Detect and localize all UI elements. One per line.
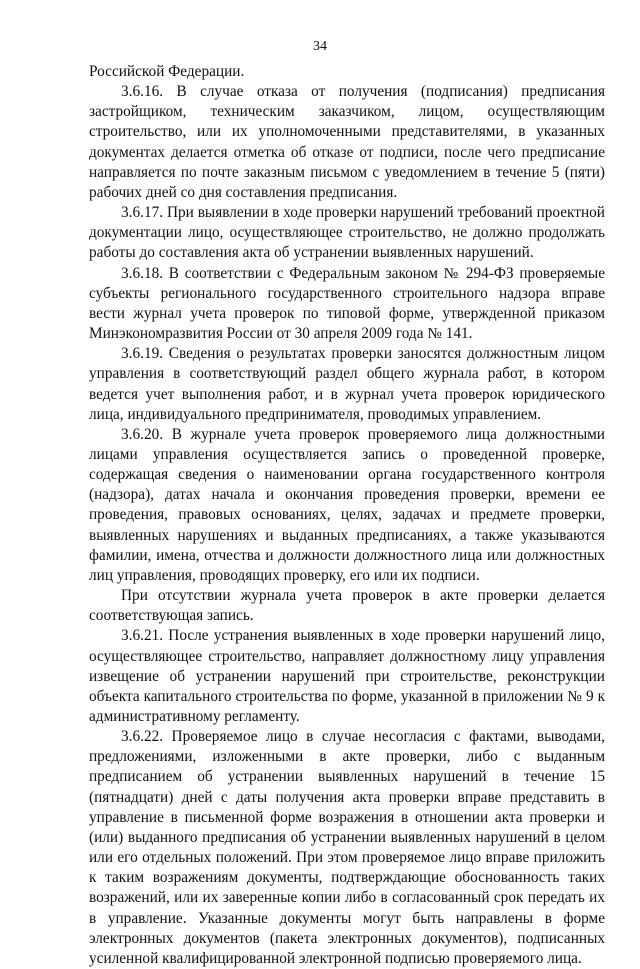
- paragraph-3-6-20: 3.6.20. В журнале учета проверок проверяемого лица должностными лицами управления осуществляется запись о проведенной проверке, содержащая сведения о наименовании органа государственного контроля (надзора), датах начала и окончания проведения проверки, времени ее проведения, правовых основаниях, целях, задачах и предмете проверки, выявленных нарушениях и выданных предписаниях, а также указываются фамилии, имена, отчества и должности должностного лица или должностных лиц управления, проводящих проверку, его или их подписи.: [89, 425, 605, 584]
- page-number: 34: [313, 39, 327, 54]
- paragraph-3-6-19: 3.6.19. Сведения о результатах проверки заносятся должностным лицом управления в соответствующий раздел общего журнала работ, в котором ведется учет выполнения работ, и в журнал учета проверок юридического лица, индивидуального предпринимателя, проводимых управлением.: [89, 345, 605, 423]
- paragraph-3-6-22: 3.6.22. Проверяемое лицо в случае несогласия с фактами, выводами, предложениями, изложенными в акте проверки, либо с выданным предписанием об устранении выявленных нарушений в течение 15 (пятнадцати) дней с даты получения акта проверки вправе представить в управление в письменной форме возражения в отношении акта проверки и (или) выданного предписания об устранении выявленных нарушений в целом или его отдельных положений. При этом проверяемое лицо вправе приложить к таким возражениям документы, подтверждающие обоснованность таких возражений, или их заверенные копии либо в согласованный срок передать их в управление. Указанные документы могут быть направлены в форме электронных документов (пакета электронных документов), подписанных усиленной квалифицированной электронной подписью проверяемого лица.: [89, 728, 605, 967]
- paragraph-3-6-21: 3.6.21. После устранения выявленных в ходе проверки нарушений лицо, осуществляющее строительство, направляет должностному лицу управления извещение об устранении нарушений при строительстве, реконструкции объекта капитального строительства по форме, указанной в приложении № 9 к административному регламенту.: [89, 627, 605, 725]
- paragraph-3-6-17: 3.6.17. При выявлении в ходе проверки нарушений требований проектной документации лицо, осуществляющее строительство, не должно продолжать работы до составления акта об устранении выявленных нарушений.: [89, 204, 605, 262]
- paragraph-3-6-16: 3.6.16. В случае отказа от получения (подписания) предписания застройщиком, техническим заказчиком, лицом, осуществляющим строительство, или их уполномоченными представителями, в указанных документах делается отметка об отказе от подписи, после чего предписание направляется по почте заказным письмом с уведомлением в течение 5 (пяти) рабочих дней со дня составления предписания.: [89, 83, 605, 201]
- document-body: [89, 62, 605, 969]
- paragraph-no-journal: При отсутствии журнала учета проверок в акте проверки делается соответствующая запись.: [89, 587, 605, 625]
- paragraph-continuation: Российской Федерации.: [89, 63, 245, 80]
- paragraph-3-6-18: 3.6.18. В соответствии с Федеральным законом № 294-ФЗ проверяемые субъекты регионального государственного строительного надзора вправе вести журнал учета проверок по типовой форме, утвержденной приказом Минэкономразвития России от 30 апреля 2009 года № 141.: [89, 264, 605, 343]
